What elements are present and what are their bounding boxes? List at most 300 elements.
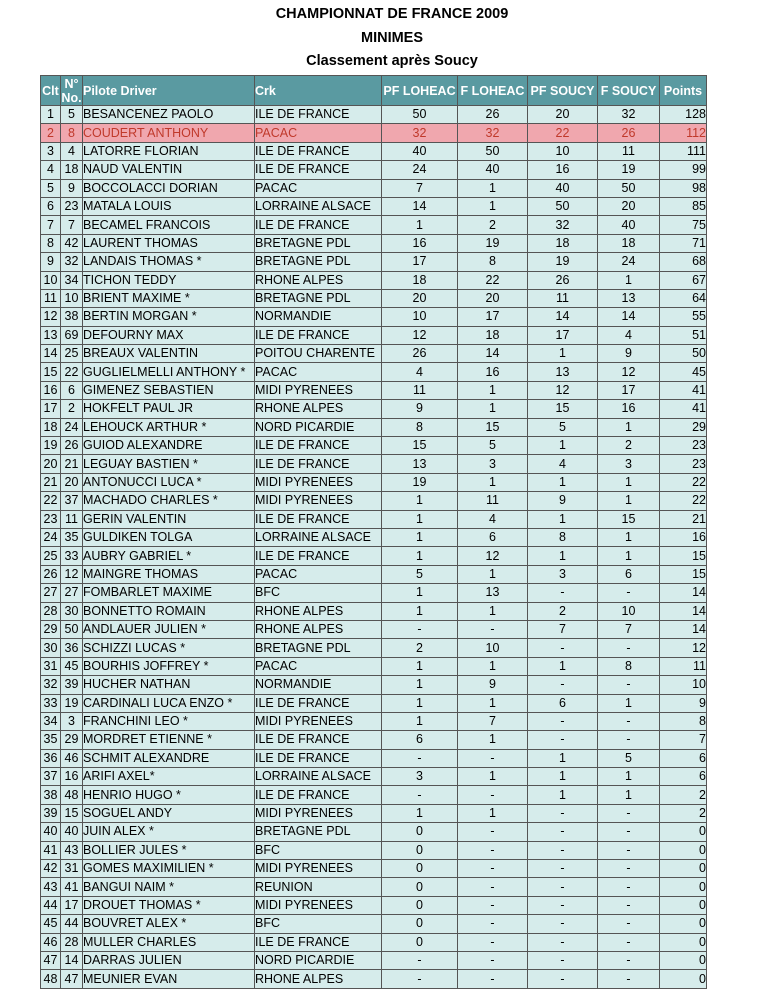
cell-driver: MAINGRE THOMAS [83, 565, 255, 583]
cell-clt: 45 [41, 915, 61, 933]
cell-clt: 16 [41, 381, 61, 399]
cell-points: 29 [660, 418, 707, 436]
standings-subtitle: Classement après Soucy [306, 53, 478, 69]
cell-pf-soucy: 20 [528, 106, 598, 124]
cell-f-loheac: 5 [458, 437, 528, 455]
cell-f-soucy: 1 [598, 768, 660, 786]
cell-f-soucy: 5 [598, 749, 660, 767]
cell-crk: REUNION [255, 878, 382, 896]
table-row [41, 253, 707, 271]
cell-f-soucy: 6 [598, 565, 660, 583]
cell-pf-loheac: 4 [382, 363, 458, 381]
cell-no: 46 [61, 749, 83, 767]
cell-pf-soucy: 1 [528, 749, 598, 767]
cell-driver: LATORRE FLORIAN [83, 142, 255, 160]
cell-pf-loheac: 26 [382, 345, 458, 363]
cell-pf-loheac: 2 [382, 639, 458, 657]
cell-no: 10 [61, 289, 83, 307]
cell-pf-soucy: 7 [528, 620, 598, 638]
cell-f-soucy: - [598, 639, 660, 657]
cell-driver: GOMES MAXIMILIEN * [83, 860, 255, 878]
cell-no: 15 [61, 804, 83, 822]
cell-pf-loheac: 9 [382, 400, 458, 418]
table-row [41, 142, 707, 160]
cell-crk: NORMANDIE [255, 308, 382, 326]
cell-pf-soucy: 1 [528, 768, 598, 786]
cell-pf-soucy: 26 [528, 271, 598, 289]
header-clt: Clt [41, 76, 61, 106]
cell-f-soucy: 32 [598, 106, 660, 124]
cell-f-loheac: 1 [458, 731, 528, 749]
cell-driver: MULLER CHARLES [83, 933, 255, 951]
cell-no: 44 [61, 915, 83, 933]
cell-pf-loheac: - [382, 970, 458, 988]
cell-f-soucy: 1 [598, 547, 660, 565]
cell-f-soucy: 1 [598, 473, 660, 491]
cell-no: 20 [61, 473, 83, 491]
cell-driver: DARRAS JULIEN [83, 951, 255, 969]
cell-points: 0 [660, 970, 707, 988]
cell-driver: MACHADO CHARLES * [83, 492, 255, 510]
cell-driver: BOURHIS JOFFREY * [83, 657, 255, 675]
cell-points: 64 [660, 289, 707, 307]
cell-f-soucy: 1 [598, 528, 660, 546]
cell-pf-loheac: 1 [382, 492, 458, 510]
cell-no: 24 [61, 418, 83, 436]
cell-pf-soucy: - [528, 933, 598, 951]
cell-f-soucy: 2 [598, 437, 660, 455]
table-row [41, 510, 707, 528]
cell-points: 99 [660, 161, 707, 179]
cell-points: 41 [660, 381, 707, 399]
cell-pf-soucy: 8 [528, 528, 598, 546]
cell-crk: ILE DE FRANCE [255, 510, 382, 528]
cell-pf-loheac: 10 [382, 308, 458, 326]
cell-crk: BFC [255, 841, 382, 859]
cell-f-soucy: 1 [598, 786, 660, 804]
cell-driver: ANDLAUER JULIEN * [83, 620, 255, 638]
cell-no: 35 [61, 528, 83, 546]
cell-clt: 28 [41, 602, 61, 620]
cell-driver: BREAUX VALENTIN [83, 345, 255, 363]
cell-driver: BOCCOLACCI DORIAN [83, 179, 255, 197]
cell-clt: 35 [41, 731, 61, 749]
cell-f-soucy: 3 [598, 455, 660, 473]
cell-clt: 13 [41, 326, 61, 344]
cell-clt: 2 [41, 124, 61, 142]
cell-no: 37 [61, 492, 83, 510]
cell-crk: ILE DE FRANCE [255, 106, 382, 124]
cell-no: 31 [61, 860, 83, 878]
cell-crk: ILE DE FRANCE [255, 547, 382, 565]
cell-clt: 38 [41, 786, 61, 804]
cell-driver: HENRIO HUGO * [83, 786, 255, 804]
cell-points: 0 [660, 915, 707, 933]
cell-points: 10 [660, 676, 707, 694]
cell-driver: MORDRET ETIENNE * [83, 731, 255, 749]
cell-no: 11 [61, 510, 83, 528]
table-row [41, 363, 707, 381]
cell-points: 0 [660, 933, 707, 951]
cell-driver: FRANCHINI LEO * [83, 712, 255, 730]
cell-pf-soucy: 16 [528, 161, 598, 179]
cell-clt: 11 [41, 289, 61, 307]
cell-driver: NAUD VALENTIN [83, 161, 255, 179]
cell-pf-soucy: - [528, 951, 598, 969]
cell-f-soucy: - [598, 896, 660, 914]
cell-no: 47 [61, 970, 83, 988]
cell-f-loheac: 7 [458, 712, 528, 730]
cell-crk: BFC [255, 584, 382, 602]
cell-points: 23 [660, 437, 707, 455]
cell-no: 19 [61, 694, 83, 712]
cell-pf-soucy: 50 [528, 197, 598, 215]
cell-f-loheac: 4 [458, 510, 528, 528]
cell-pf-loheac: 3 [382, 768, 458, 786]
cell-no: 36 [61, 639, 83, 657]
cell-f-soucy: 17 [598, 381, 660, 399]
cell-f-loheac: - [458, 933, 528, 951]
cell-f-soucy: 12 [598, 363, 660, 381]
cell-pf-loheac: 0 [382, 823, 458, 841]
cell-clt: 23 [41, 510, 61, 528]
cell-crk: ILE DE FRANCE [255, 161, 382, 179]
table-row [41, 915, 707, 933]
cell-f-loheac: 20 [458, 289, 528, 307]
cell-pf-loheac: 8 [382, 418, 458, 436]
cell-f-loheac: 13 [458, 584, 528, 602]
cell-crk: ILE DE FRANCE [255, 455, 382, 473]
cell-pf-loheac: 1 [382, 602, 458, 620]
cell-points: 14 [660, 602, 707, 620]
cell-clt: 24 [41, 528, 61, 546]
cell-driver: GUIOD ALEXANDRE [83, 437, 255, 455]
cell-f-loheac: 3 [458, 455, 528, 473]
cell-f-soucy: 1 [598, 492, 660, 510]
cell-points: 2 [660, 804, 707, 822]
cell-points: 112 [660, 124, 707, 142]
cell-pf-soucy: - [528, 860, 598, 878]
cell-no: 6 [61, 381, 83, 399]
cell-no: 4 [61, 142, 83, 160]
table-row [41, 657, 707, 675]
cell-points: 6 [660, 768, 707, 786]
cell-pf-soucy: - [528, 896, 598, 914]
table-row [41, 896, 707, 914]
cell-pf-loheac: 17 [382, 253, 458, 271]
cell-pf-soucy: 6 [528, 694, 598, 712]
cell-pf-loheac: 11 [382, 381, 458, 399]
cell-f-soucy: 24 [598, 253, 660, 271]
cell-pf-loheac: 12 [382, 326, 458, 344]
cell-pf-soucy: 14 [528, 308, 598, 326]
cell-no: 16 [61, 768, 83, 786]
cell-points: 71 [660, 234, 707, 252]
cell-driver: CARDINALI LUCA ENZO * [83, 694, 255, 712]
cell-f-loheac: - [458, 878, 528, 896]
cell-driver: DEFOURNY MAX [83, 326, 255, 344]
cell-clt: 43 [41, 878, 61, 896]
table-row [41, 860, 707, 878]
cell-points: 22 [660, 492, 707, 510]
cell-driver: GERIN VALENTIN [83, 510, 255, 528]
cell-no: 7 [61, 216, 83, 234]
table-row [41, 786, 707, 804]
cell-no: 12 [61, 565, 83, 583]
cell-clt: 9 [41, 253, 61, 271]
table-row [41, 584, 707, 602]
cell-f-soucy: 50 [598, 179, 660, 197]
cell-clt: 44 [41, 896, 61, 914]
cell-no: 45 [61, 657, 83, 675]
cell-points: 7 [660, 731, 707, 749]
cell-driver: LEGUAY BASTIEN * [83, 455, 255, 473]
cell-crk: LORRAINE ALSACE [255, 768, 382, 786]
cell-points: 0 [660, 896, 707, 914]
cell-pf-soucy: - [528, 970, 598, 988]
cell-f-soucy: 13 [598, 289, 660, 307]
cell-driver: BONNETTO ROMAIN [83, 602, 255, 620]
cell-points: 0 [660, 860, 707, 878]
cell-clt: 33 [41, 694, 61, 712]
cell-driver: TICHON TEDDY [83, 271, 255, 289]
cell-clt: 30 [41, 639, 61, 657]
cell-driver: BOUVRET ALEX * [83, 915, 255, 933]
table-row [41, 970, 707, 988]
cell-pf-loheac: 0 [382, 933, 458, 951]
cell-driver: MEUNIER EVAN [83, 970, 255, 988]
cell-pf-loheac: 0 [382, 878, 458, 896]
cell-crk: MIDI PYRENEES [255, 381, 382, 399]
table-row [41, 620, 707, 638]
cell-driver: SOGUEL ANDY [83, 804, 255, 822]
table-row [41, 823, 707, 841]
cell-f-loheac: 1 [458, 179, 528, 197]
cell-clt: 15 [41, 363, 61, 381]
cell-pf-soucy: 1 [528, 437, 598, 455]
table-row [41, 602, 707, 620]
cell-clt: 48 [41, 970, 61, 988]
cell-f-soucy: 15 [598, 510, 660, 528]
table-row [41, 473, 707, 491]
cell-no: 8 [61, 124, 83, 142]
cell-f-soucy: - [598, 676, 660, 694]
cell-clt: 26 [41, 565, 61, 583]
table-row [41, 639, 707, 657]
cell-pf-soucy: - [528, 676, 598, 694]
cell-crk: BRETAGNE PDL [255, 823, 382, 841]
cell-f-loheac: 15 [458, 418, 528, 436]
cell-clt: 22 [41, 492, 61, 510]
table-row [41, 179, 707, 197]
cell-f-loheac: 1 [458, 473, 528, 491]
cell-crk: NORD PICARDIE [255, 418, 382, 436]
cell-no: 42 [61, 234, 83, 252]
cell-no: 14 [61, 951, 83, 969]
cell-points: 15 [660, 565, 707, 583]
cell-f-soucy: - [598, 860, 660, 878]
cell-crk: ILE DE FRANCE [255, 786, 382, 804]
cell-points: 23 [660, 455, 707, 473]
cell-driver: COUDERT ANTHONY [83, 124, 255, 142]
cell-f-loheac: 1 [458, 694, 528, 712]
table-row [41, 878, 707, 896]
cell-f-soucy: 10 [598, 602, 660, 620]
cell-clt: 27 [41, 584, 61, 602]
cell-driver: LEHOUCK ARTHUR * [83, 418, 255, 436]
header-crk: Crk [255, 76, 382, 106]
table-row [41, 161, 707, 179]
cell-pf-loheac: 13 [382, 455, 458, 473]
cell-driver: BERTIN MORGAN * [83, 308, 255, 326]
cell-crk: MIDI PYRENEES [255, 804, 382, 822]
cell-f-soucy: - [598, 951, 660, 969]
cell-f-soucy: 18 [598, 234, 660, 252]
cell-points: 0 [660, 841, 707, 859]
cell-pf-loheac: - [382, 786, 458, 804]
cell-no: 22 [61, 363, 83, 381]
cell-pf-soucy: 18 [528, 234, 598, 252]
table-row [41, 308, 707, 326]
cell-f-loheac: - [458, 823, 528, 841]
cell-f-soucy: 19 [598, 161, 660, 179]
cell-no: 9 [61, 179, 83, 197]
cell-driver: GIMENEZ SEBASTIEN [83, 381, 255, 399]
cell-driver: DROUET THOMAS * [83, 896, 255, 914]
table-row [41, 216, 707, 234]
cell-pf-loheac: 16 [382, 234, 458, 252]
cell-f-soucy: 7 [598, 620, 660, 638]
cell-pf-loheac: 1 [382, 547, 458, 565]
cell-crk: RHONE ALPES [255, 602, 382, 620]
cell-driver: FOMBARLET MAXIME [83, 584, 255, 602]
cell-f-loheac: - [458, 970, 528, 988]
cell-points: 128 [660, 106, 707, 124]
cell-points: 16 [660, 528, 707, 546]
cell-clt: 31 [41, 657, 61, 675]
cell-f-loheac: 1 [458, 565, 528, 583]
cell-f-loheac: 1 [458, 657, 528, 675]
cell-f-loheac: 17 [458, 308, 528, 326]
cell-pf-loheac: 1 [382, 676, 458, 694]
cell-clt: 46 [41, 933, 61, 951]
cell-no: 50 [61, 620, 83, 638]
table-row [41, 768, 707, 786]
cell-f-loheac: 19 [458, 234, 528, 252]
cell-driver: GUGLIELMELLI ANTHONY * [83, 363, 255, 381]
table-row [41, 528, 707, 546]
cell-points: 68 [660, 253, 707, 271]
cell-points: 0 [660, 878, 707, 896]
cell-crk: BRETAGNE PDL [255, 234, 382, 252]
cell-crk: NORD PICARDIE [255, 951, 382, 969]
cell-crk: ILE DE FRANCE [255, 326, 382, 344]
cell-no: 25 [61, 345, 83, 363]
cell-clt: 36 [41, 749, 61, 767]
cell-f-soucy: 14 [598, 308, 660, 326]
cell-f-soucy: - [598, 731, 660, 749]
cell-f-loheac: - [458, 786, 528, 804]
cell-pf-loheac: 1 [382, 694, 458, 712]
cell-pf-soucy: 1 [528, 345, 598, 363]
table-row [41, 565, 707, 583]
cell-pf-soucy: - [528, 841, 598, 859]
table-row [41, 418, 707, 436]
cell-f-soucy: 1 [598, 271, 660, 289]
cell-points: 0 [660, 951, 707, 969]
cell-driver: AUBRY GABRIEL * [83, 547, 255, 565]
table-row [41, 345, 707, 363]
table-row [41, 455, 707, 473]
cell-clt: 10 [41, 271, 61, 289]
cell-pf-loheac: 40 [382, 142, 458, 160]
cell-pf-soucy: 3 [528, 565, 598, 583]
cell-f-loheac: 1 [458, 400, 528, 418]
cell-no: 39 [61, 676, 83, 694]
header-f-soucy: F SOUCY [598, 76, 660, 106]
cell-points: 14 [660, 620, 707, 638]
cell-driver: BOLLIER JULES * [83, 841, 255, 859]
cell-f-loheac: 10 [458, 639, 528, 657]
cell-f-soucy: - [598, 823, 660, 841]
cell-clt: 20 [41, 455, 61, 473]
header-pilote: Pilote Driver [83, 76, 255, 106]
cell-clt: 47 [41, 951, 61, 969]
header-f-loheac: F LOHEAC [458, 76, 528, 106]
table-row [41, 676, 707, 694]
cell-f-soucy: 26 [598, 124, 660, 142]
cell-pf-loheac: 0 [382, 841, 458, 859]
cell-crk: PACAC [255, 565, 382, 583]
cell-driver: BANGUI NAIM * [83, 878, 255, 896]
cell-clt: 6 [41, 197, 61, 215]
cell-crk: PACAC [255, 657, 382, 675]
cell-clt: 7 [41, 216, 61, 234]
cell-f-loheac: 6 [458, 528, 528, 546]
cell-f-soucy: 1 [598, 418, 660, 436]
cell-clt: 32 [41, 676, 61, 694]
cell-no: 21 [61, 455, 83, 473]
cell-driver: MATALA LOUIS [83, 197, 255, 215]
table-row [41, 437, 707, 455]
cell-points: 51 [660, 326, 707, 344]
cell-pf-loheac: - [382, 951, 458, 969]
cell-pf-soucy: 40 [528, 179, 598, 197]
cell-pf-loheac: 15 [382, 437, 458, 455]
cell-f-soucy: - [598, 915, 660, 933]
table-row [41, 492, 707, 510]
cell-f-soucy: - [598, 933, 660, 951]
cell-no: 5 [61, 106, 83, 124]
cell-clt: 5 [41, 179, 61, 197]
cell-pf-loheac: 1 [382, 712, 458, 730]
cell-f-soucy: 8 [598, 657, 660, 675]
table-header-row [41, 76, 707, 106]
cell-points: 6 [660, 749, 707, 767]
cell-f-loheac: 1 [458, 768, 528, 786]
cell-crk: BRETAGNE PDL [255, 253, 382, 271]
cell-clt: 19 [41, 437, 61, 455]
cell-pf-soucy: 22 [528, 124, 598, 142]
cell-f-soucy: 11 [598, 142, 660, 160]
cell-points: 12 [660, 639, 707, 657]
cell-crk: LORRAINE ALSACE [255, 528, 382, 546]
cell-no: 32 [61, 253, 83, 271]
cell-pf-soucy: 19 [528, 253, 598, 271]
cell-points: 50 [660, 345, 707, 363]
cell-pf-loheac: 1 [382, 804, 458, 822]
cell-no: 48 [61, 786, 83, 804]
